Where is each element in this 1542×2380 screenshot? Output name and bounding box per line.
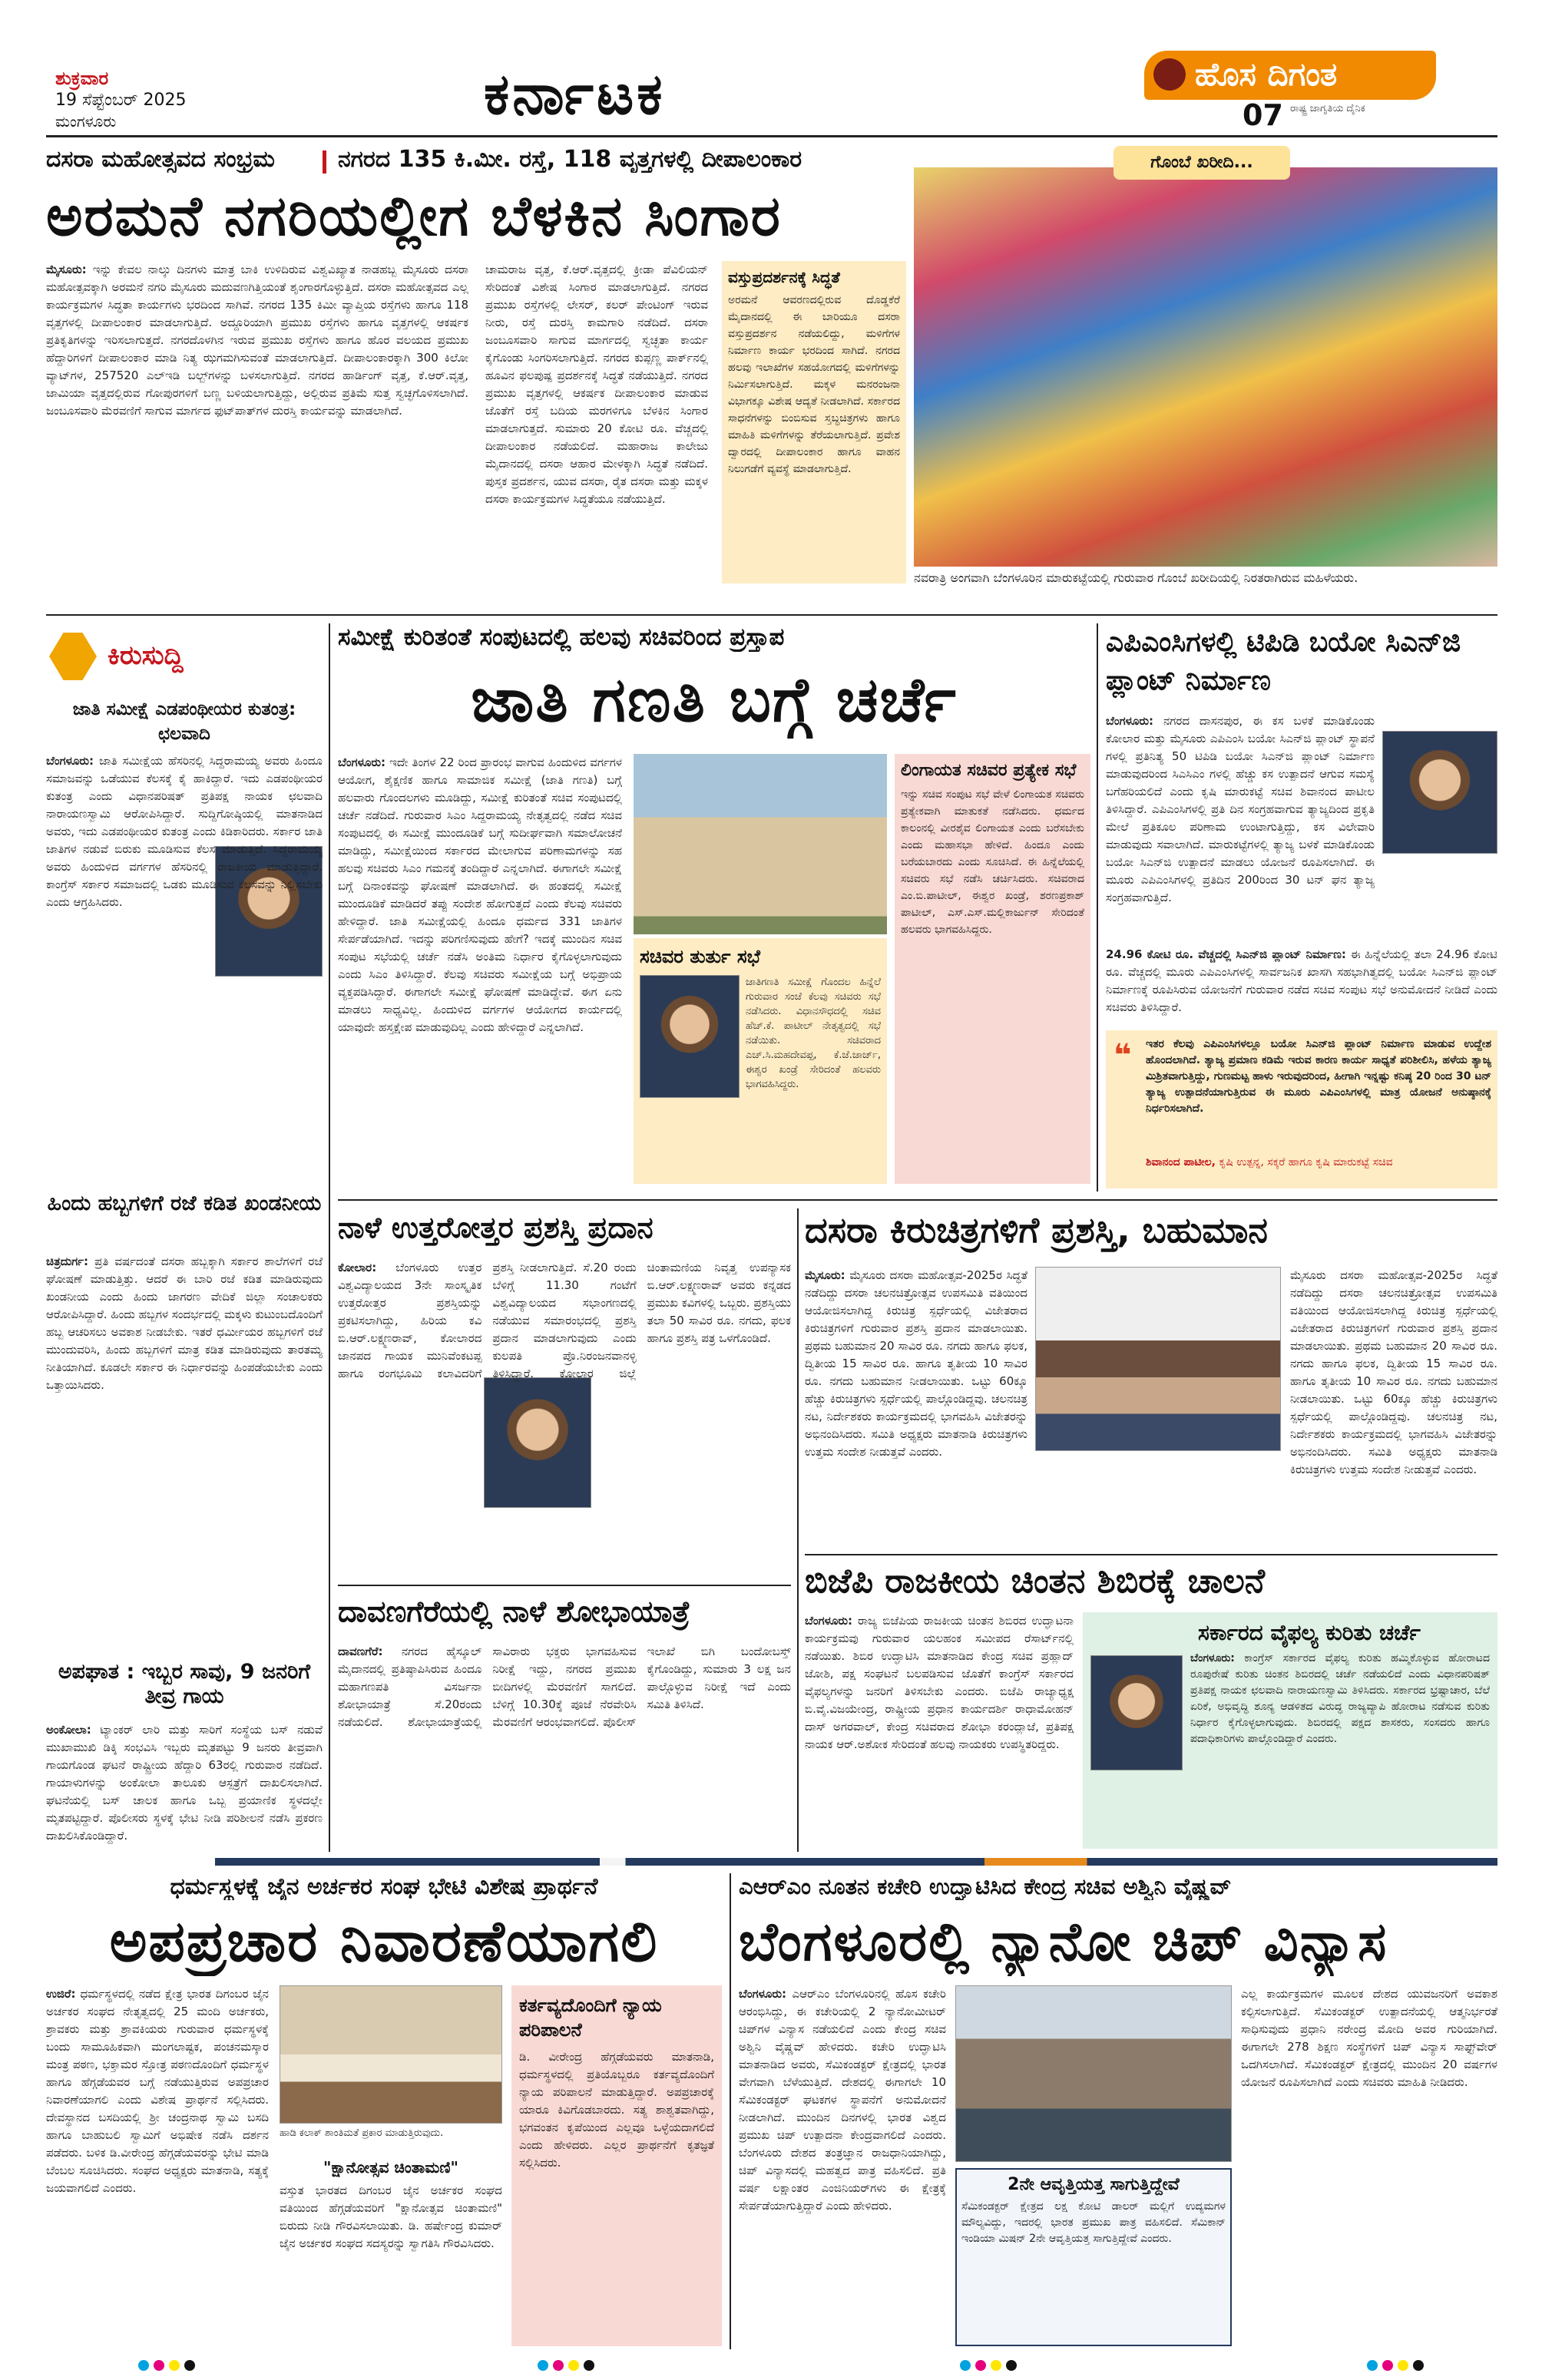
kiru-item1-body [46, 752, 323, 1182]
apmc-headline: ಎಪಿಎಂಸಿಗಳಲ್ಲಿ ಟಿಪಿಡಿ ಬಯೋ ಸಿಎನ್‌ಜಿ ಪ್ಲಾಂಟ್ ನಿರ್ಮಾಣ [1106, 626, 1461, 696]
lead-body-col1 [46, 261, 468, 583]
kirusuddi-column [46, 623, 323, 1852]
temple-body-text: ಧರ್ಮಸ್ಥಳದಲ್ಲಿ ನಡೆದ ಕ್ಷೇತ್ರ ಭಾರತ ದಿಗಂಬರ ಜೈನ ಅರ್ಚಕರ ಸಂಘದ ನೇತೃತ್ವದಲ್ಲಿ 25 ಮಂದಿ ಅರ್ಚಕರು, ಶ್ರಾವಕರು ಮತ್ತು ಶ್ರಾವಕಿಯರು ಗುರುವಾರ ಧರ್ಮಸ್ಥಳಕ್ಕೆ ಬಂದು ಸಾಮೂಹಿಕವಾಗಿ ಮಂಗಲಾಷ್ಟಕ, ಪಂಚನಮಸ್ಕಾರ ಮಂತ್ರ ಪಠಣ, ಭಕ್ತಾಮರ ಸ್ತೋತ್ರ ಪಠಣದೊಂದಿಗೆ ಧರ್ಮಸ್ಥಳ ಹಾಗೂ ಹೆಗ್ಗಡೆಯವರ ಬಗ್ಗೆ ನಡೆಯುತ್ತಿರುವ ಅಪಪ್ರಚಾರ ನಿವಾರಣೆಯಾಗಲಿ ಎಂದು ವಿಶೇಷ ಪ್ರಾರ್ಥನೆ ಸಲ್ಲಿಸಿದರು. ದೇವಸ್ಥಾನದ ಬಸದಿಯಲ್ಲಿ ಶ್ರೀ ಚಂದ್ರನಾಥ ಸ್ವಾಮಿ ಬಸದಿ ಹಾಗೂ ಬಾಹುಬಲಿ ಸ್ವಾಮಿಗೆ ಅಭಿಷೇಕ ನಡೆಸಿ ದರ್ಶನ ಪಡೆದರು. ಬಳಿಕ ಡಿ.ವೀರೇಂದ್ರ ಹೆಗ್ಗಡೆಯವರನ್ನು ಭೇಟಿ ಮಾಡಿ ಬೆಂಬಲ ಸೂಚಿಸಿದರು. ಸಂಘದ ಅಧ್ಯಕ್ಷರು ಮಾತನಾಡಿ, ಸತ್ಯಕ್ಕೆ ಜಯವಾಗಲಿದೆ ಎಂದರು. [46, 1987, 269, 2195]
davangere-body-text: ನಗರದ ಹೈಸ್ಕೂಲ್ ಮೈದಾನದಲ್ಲಿ ಪ್ರತಿಷ್ಠಾಪಿಸಿರುವ ಹಿಂದೂ ಮಹಾಗಣಪತಿ ವಿಸರ್ಜನಾ ಶೋಭಾಯಾತ್ರೆ ಸೆ.20ರಂದು ನಡೆಯಲಿದೆ. ಶೋಭಾಯಾತ್ರೆಯಲ್ಲಿ ಸಾವಿರಾರು ಭಕ್ತರು ಭಾಗವಹಿಸುವ ನಿರೀಕ್ಷೆ ಇದ್ದು, ನಗರದ ಪ್ರಮುಖ ಬೀದಿಗಳಲ್ಲಿ ಮೆರವಣಿಗೆ ಸಾಗಲಿದೆ. ಬೆಳಿಗ್ಗೆ 10.30ಕ್ಕೆ ಪೂಜೆ ನೆರವೇರಿಸಿ ಮೆರವಣಿಗೆ ಆರಂಭವಾಗಲಿದೆ. ಪೊಲೀಸ್ ಇಲಾಖೆ ಬಿಗಿ ಬಂದೋಬಸ್ತ್ ಕೈಗೊಂಡಿದ್ದು, ಸುಮಾರು 3 ಲಕ್ಷ ಜನ ಪಾಲ್ಗೊಳ್ಳುವ ನಿರೀಕ್ಷೆ ಇದೆ ಎಂದು ಸಮಿತಿ ತಿಳಿಸಿದೆ. [338, 1645, 791, 1729]
bjp-dateline: ಬೆಂಗಳೂರು: [805, 1614, 853, 1628]
davangere-dateline: ದಾವಣಗೆರೆ: [338, 1645, 383, 1658]
bjp-box-text: ಕಾಂಗ್ರೆಸ್ ಸರ್ಕಾರದ ವೈಫಲ್ಯ ಕುರಿತು ಹಮ್ಮಿಕೊಳ್ಳುವ ಹೋರಾಟದ ರೂಪುರೇಷೆ ಕುರಿತು ಚಿಂತನ ಶಿಬಿರದಲ್ಲಿ ಚರ್ಚೆ ನಡೆಯಲಿದೆ ಎಂದು ವಿಧಾನಪರಿಷತ್ ಪ್ರತಿಪಕ್ಷ ನಾಯಕ ಛಲವಾದಿ ನಾರಾಯಣಸ್ವಾಮಿ ತಿಳಿಸಿದರು. ಸರ್ಕಾರದ ಭ್ರಷ್ಟಾಚಾರ, ಬೆಲೆ ಏರಿಕೆ, ಅಭಿವೃದ್ಧಿ ಶೂನ್ಯ ಆಡಳಿತದ ವಿರುದ್ಧ ರಾಜ್ಯವ್ಯಾಪಿ ಹೋರಾಟ ನಡೆಸುವ ಕುರಿತು ನಿರ್ಧಾರ ಕೈಗೊಳ್ಳಲಾಗುವುದು. ಶಿಬಿರದಲ್ಲಿ ಪಕ್ಷದ ಶಾಸಕರು, ಸಂಸದರು ಹಾಗೂ ಪದಾಧಿಕಾರಿಗಳು ಪಾಲ್ಗೊಂಡಿದ್ದಾರೆ ಎಂದರು. [1190, 1652, 1490, 1745]
temple-sub-title: "ಕ್ಷಾನೋತ್ಸವ ಚಿಂತಾಮಣಿ" [323, 2158, 458, 2177]
registration-marks-right1 [960, 2360, 1017, 2371]
logo-emblem-icon [1153, 58, 1186, 91]
vidhana-soudha-photo [634, 754, 887, 934]
magenta-dot-icon [553, 2360, 564, 2371]
lead-body-text-1: ಇನ್ನು ಕೇವಲ ನಾಲ್ಕು ದಿನಗಳು ಮಾತ್ರ ಬಾಕಿ ಉಳಿದಿರುವ ವಿಶ್ವವಿಖ್ಯಾತ ನಾಡಹಬ್ಬ ಮೈಸೂರು ದಸರಾ ಮಹೋತ್ಸವಕ್ಕಾಗಿ ಅರಮನೆ ನಗರಿ ಮೈಸೂರು ಮದುವಣಗಿತ್ತಿಯಂತೆ ಶೃಂಗಾರಗೊಳ್ಳುತ್ತಿದೆ. ದಸರಾ ಮಹೋತ್ಸವದ ಎಲ್ಲ ಕಾರ್ಯಕ್ರಮಗಳ ಸಿದ್ಧತಾ ಕಾರ್ಯಗಳು ಭರದಿಂದ ಸಾಗಿವೆ. ನಗರದ 135 ಕಿಮೀ ವ್ಯಾಪ್ತಿಯ ರಸ್ತೆಗಳು ಹಾಗೂ 118 ವೃತ್ತಗಳಲ್ಲಿ ದೀಪಾಲಂಕಾರ ಮಾಡಲಾಗುತ್ತಿದೆ. ಅದ್ದೂರಿಯಾಗಿ ಪ್ರಮುಖ ರಸ್ತೆಗಳು ಹಾಗೂ ವೃತ್ತಗಳಲ್ಲಿ ಆಕರ್ಷಕ ಪ್ರತಿಕೃತಿಗಳನ್ನು ಇರಿಸಲಾಗುತ್ತದೆ. ನಗರದೊಳಗಿನ ಇರುವ ಪ್ರಮುಖ ರಸ್ತೆಗಳು ಹಾಗೂ ಹೊರ ವಲಯದ ಪ್ರಮುಖ ಹೆದ್ದಾರಿಗಳಿಗೆ ದೀಪಾಲಂಕಾರ ಮಾಡಿ ನಿತ್ಯ ಝಗಮಗಿಸುವಂತೆ ಮಾಡಲಾಗುತ್ತಿದೆ. ದೀಪಾಲಂಕಾರಕ್ಕಾಗಿ 300 ಕಿಲೋ ವ್ಯಾಟ್‌ಗಳ, 257520 ಎಲ್‌ಇಡಿ ಬಲ್ಬ್‌ಗಳನ್ನು ಬಳಸಲಾಗುತ್ತಿದೆ. ನಗರದ ಹಾರ್ಡಿಂಗ್ ವೃತ್ತ, ಕೆ.ಆರ್.ವೃತ್ತ, ಜಾಮಿಯಾ ವೃತ್ತದಲ್ಲಿರುವ ಗೋಪುರಗಳಿಗೆ ಬಣ್ಣ ಬಳಿಯಲಾಗುತ್ತಿದ್ದು, ಅಲ್ಲಿರುವ ಪ್ರತಿಮೆ ಸುತ್ತ ಸ್ವಚ್ಛಗೊಳಿಸಲಾಗಿದೆ. ಜಂಬೂಸವಾರಿ ಮೆರವಣಿಗೆ ಸಾಗುವ ಮಾರ್ಗದ ಫುಟ್‌ಪಾತ್‌ಗಳ ದುರಸ್ತಿ ಕಾರ್ಯವನ್ನು ಮಾಡಲಾಗಿದೆ. [46, 263, 468, 418]
davangere-story [338, 1585, 791, 1852]
col-rule-3 [797, 1208, 799, 1852]
kicker-separator [323, 150, 326, 174]
award-body [338, 1259, 791, 1574]
davangere-body [338, 1643, 791, 1850]
bjp-leader-photo [1090, 1655, 1183, 1770]
film-body-text: ಮೈಸೂರು ದಸರಾ ಮಹೋತ್ಸವ-2025ರ ಸಿದ್ಧತೆ ನಡೆದಿದ್ದು ದಸರಾ ಚಲನಚಿತ್ರೋತ್ಸವ ಉಪಸಮಿತಿ ವತಿಯಿಂದ ಆಯೋಜಿಸಲಾಗಿದ್ದ ಕಿರುಚಿತ್ರ ಸ್ಪರ್ಧೆಯಲ್ಲಿ ವಿಜೇತರಾದ ಕಿರುಚಿತ್ರಗಳಿಗೆ ಗುರುವಾರ ಪ್ರಶಸ್ತಿ ಪ್ರದಾನ ಮಾಡಲಾಯಿತು. ಪ್ರಥಮ ಬಹುಮಾನ 20 ಸಾವಿರ ರೂ. ನಗದು ಹಾಗೂ ಫಲಕ, ದ್ವಿತೀಯ 15 ಸಾವಿರ ರೂ. ಹಾಗೂ ತೃತೀಯ 10 ಸಾವಿರ ರೂ. ನಗದು ಬಹುಮಾನ ನೀಡಲಾಯಿತು. ಒಟ್ಟು 60ಕ್ಕೂ ಹೆಚ್ಚು ಕಿರುಚಿತ್ರಗಳು ಸ್ಪರ್ಧೆಯಲ್ಲಿ ಪಾಲ್ಗೊಂಡಿದ್ದವು. ಚಲನಚಿತ್ರ ನಟ, ನಿರ್ದೇಶಕರು ಕಾರ್ಯಕ್ರಮದಲ್ಲಿ ಭಾಗವಹಿಸಿ ವಿಜೇತರನ್ನು ಅಭಿನಂದಿಸಿದರು. ಸಮಿತಿ ಅಧ್ಯಕ್ಷರು ಮಾತನಾಡಿ ಕಿರುಚಿತ್ರಗಳು ಉತ್ತಮ ಸಂದೇಶ ನೀಡುತ್ತವೆ ಎಂದರು. [805, 1268, 1027, 1459]
chip-event-photo [955, 1985, 1232, 2162]
caste-body [338, 754, 622, 1184]
caste-body-text: ಇದೇ ತಿಂಗಳ 22 ರಿಂದ ಪ್ರಾರಂಭ ವಾಗುವ ಹಿಂದುಳಿದ ವರ್ಗಗಳ ಆಯೋಗ, ಶೈಕ್ಷಣಿಕ ಹಾಗೂ ಸಾಮಾಜಿಕ ಸಮೀಕ್ಷೆ (ಜಾತಿ ಗಣತಿ) ಬಗ್ಗೆ ಹಲವಾರು ಗೊಂದಲಗಳು ಮೂಡಿದ್ದು, ಸಮೀಕ್ಷೆ ಕುರಿತಂತೆ ಸಚಿವ ಸಂಪುಟದಲ್ಲಿ ಚರ್ಚೆ ನಡೆದಿದೆ. ಗುರುವಾರ ಸಿಎಂ ಸಿದ್ದರಾಮಯ್ಯ ನೇತೃತ್ವದಲ್ಲಿ ನಡೆದ ಸಚಿವ ಸಂಪುಟದಲ್ಲಿ ಈ ಸಮೀಕ್ಷೆ ಮುಂದೂಡಿಕೆ ಬಗ್ಗೆ ಸುದೀರ್ಘವಾಗಿ ಸಮಾಲೋಚನೆ ಮಾಡಿದ್ದು, ಸಮೀಕ್ಷೆಯಿಂದ ಸರ್ಕಾರದ ಮೇಲಾಗುವ ಪರಿಣಾಮಗಳನ್ನು ಸಹ ಹಲವು ಸಚಿವರು ಸಿಎಂ ಗಮನಕ್ಕೆ ತಂದಿದ್ದಾರೆ ಎನ್ನಲಾಗಿದೆ. ಈಗಾಗಲೇ ಸಮೀಕ್ಷೆ ಬಗ್ಗೆ ದಿನಾಂಕವನ್ನು ಘೋಷಣೆ ಮಾಡಲಾಗಿದೆ. ಈ ಹಂತದಲ್ಲಿ ಸಮೀಕ್ಷೆ ಮುಂದೂಡಿಕೆ ಮಾಡಿದರೆ ತಪ್ಪು ಸಂದೇಶ ಹೋಗುತ್ತದೆ ಎಂದು ಕೆಲವು ಸಚಿವರು ಹೇಳಿದ್ದಾರೆ. ಜಾತಿ ಸಮೀಕ್ಷೆಯಲ್ಲಿ ಹಿಂದೂ ಧರ್ಮದ 331 ಜಾತಿಗಳ ಸೇರ್ಪಡೆಯಾಗಿದೆ. ಇದನ್ನು ಪರಿಗಣಿಸುವುದು ಹೇಗೆ? ಇದಕ್ಕೆ ಮುಂದಿನ ಸಚಿವ ಸಂಪುಟ ಸಭೆಯಲ್ಲಿ ಚರ್ಚೆ ನಡೆಸಿ ಅಂತಿಮ ನಿರ್ಧಾರ ಕೈಗೊಳ್ಳಲಾಗುವುದು ಎಂದು ಸಿಎಂ ತಿಳಿಸಿದ್ದಾರೆ. ಕೆಲವು ಸಚಿವರು ಸಮೀಕ್ಷೆಯ ಬಗ್ಗೆ ಅಭಿಪ್ರಾಯ ವ್ಯಕ್ತಪಡಿಸಿದ್ದಾರೆ. ಈಗಾಗಲೇ ಸಮೀಕ್ಷೆ ಘೋಷಣೆ ಮಾಡಿದ್ದೇವೆ. ಈಗ ಏನು ಮಾಡಲು ಸಾಧ್ಯವಿಲ್ಲ. ಹಿಂದುಳಿದ ವರ್ಗಗಳ ಆಯೋಗದ ಕಾರ್ಯದಲ್ಲಿ ಯಾವುದೇ ಹಸ್ತಕ್ಷೇಪ ಮಾಡುವುದಿಲ್ಲ ಎಂದು ಹೇಳಿದ್ದಾರೆ ಎನ್ನಲಾಗಿದೆ. [338, 755, 622, 1034]
masthead-city: ಮಂಗಳೂರು [55, 112, 117, 131]
bjp-body [805, 1612, 1074, 1850]
kiru-item2-text: ಪ್ರತಿ ವರ್ಷದಂತೆ ದಸರಾ ಹಬ್ಬಕ್ಕಾಗಿ ಸರ್ಕಾರ ಶಾಲೆಗಳಿಗೆ ರಜೆ ಘೋಷಣೆ ಮಾಡುತ್ತಿತ್ತು. ಆದರೆ ಈ ಬಾರಿ ರಜೆ ಕಡಿತ ಮಾಡಿರುವುದು ಖಂಡನೀಯ ಎಂದು ಹಿಂದು ಜಾಗರಣ ವೇದಿಕೆ ಜಿಲ್ಲಾ ಸಂಚಾಲಕರು ಆರೋಪಿಸಿದ್ದಾರೆ. ಹಿಂದು ಹಬ್ಬಗಳ ಸಂದರ್ಭದಲ್ಲಿ ಮಕ್ಕಳು ಕುಟುಂಬದೊಂದಿಗೆ ಹಬ್ಬ ಆಚರಿಸಲು ಅವಕಾಶ ನೀಡಬೇಕು. ಇತರೆ ಧರ್ಮೀಯರ ಹಬ್ಬಗಳಿಗೆ ರಜೆ ಮುಂದುವರಿಸಿ, ಹಿಂದು ಹಬ್ಬಗಳಿಗೆ ಮಾತ್ರ ಕಡಿತ ಮಾಡಿರುವುದು ತಾರತಮ್ಯ ನೀತಿಯಾಗಿದೆ. ಕೂಡಲೇ ಸರ್ಕಾರ ಈ ನಿರ್ಧಾರವನ್ನು ಹಿಂಪಡೆಯಬೇಕು ಎಂದು ಒತ್ತಾಯಿಸಿದರು. [46, 1254, 323, 1392]
masthead-day: ಶುಕ್ರವಾರ [55, 68, 109, 89]
page-number: 07 [1243, 98, 1283, 132]
apmc-quote-attribution [1146, 1155, 1491, 1170]
kiru-item3-text: ಟ್ಯಾಂಕರ್ ಲಾರಿ ಮತ್ತು ಸಾರಿಗೆ ಸಂಸ್ಥೆಯ ಬಸ್ ನಡುವೆ ಮುಖಾಮುಖಿ ಡಿಕ್ಕಿ ಸಂಭವಿಸಿ ಇಬ್ಬರು ಮೃತಪಟ್ಟು 9 ಜನರು ತೀವ್ರವಾಗಿ ಗಾಯಗೊಂಡ ಘಟನೆ ರಾಷ್ಟ್ರೀಯ ಹೆದ್ದಾರಿ 63ರಲ್ಲಿ ಗುರುವಾರ ನಡೆದಿದೆ. ಗಾಯಾಳುಗಳನ್ನು ಅಂಕೋಲಾ ತಾಲೂಕು ಆಸ್ಪತ್ರೆಗೆ ದಾಖಲಿಸಲಾಗಿದೆ. ಘಟನೆಯಲ್ಲಿ ಬಸ್ ಚಾಲಕ ಹಾಗೂ ಒಬ್ಬ ಪ್ರಯಾಣಿಕ ಸ್ಥಳದಲ್ಲೇ ಮೃತಪಟ್ಟಿದ್ದಾರೆ. ಪೊಲೀಸರು ಸ್ಥಳಕ್ಕೆ ಭೇಟಿ ನೀಡಿ ಪರಿಶೀಲನೆ ನಡೆಸಿ ಪ್ರಕರಣ ದಾಖಲಿಸಿಕೊಂಡಿದ್ದಾರೆ. [46, 1723, 323, 1843]
film-headline: ದಸರಾ ಕಿರುಚಿತ್ರಗಳಿಗೆ ಪ್ರಶಸ್ತಿ, ಬಹುಮಾನ [805, 1209, 1268, 1251]
lead-dateline: ಮೈಸೂರು: [46, 263, 87, 276]
expo-body: ಅರಮನೆ ಆವರಣದಲ್ಲಿರುವ ದೊಡ್ಡಕೆರೆ ಮೈದಾನದಲ್ಲಿ ಈ ಬಾರಿಯೂ ದಸರಾ ವಸ್ತುಪ್ರದರ್ಶನ ನಡೆಯಲಿದ್ದು, ಮಳಿಗೆಗಳ ನಿರ್ಮಾಣ ಕಾರ್ಯ ಭರದಿಂದ ಸಾಗಿದೆ. ನಗರದ ಹಲವು ಇಲಾಖೆಗಳ ಸಹಯೋಗದಲ್ಲಿ ಮಳಿಗೆಗಳನ್ನು ನಿರ್ಮಿಸಲಾಗುತ್ತಿದೆ. ಮಕ್ಕಳ ಮನರಂಜನಾ ವಿಭಾಗಕ್ಕೂ ವಿಶೇಷ ಆದ್ಯತೆ ನೀಡಲಾಗಿದೆ. ಸರ್ಕಾರದ ಸಾಧನೆಗಳನ್ನು ಬಿಂಬಿಸುವ ಸ್ತಬ್ಧಚಿತ್ರಗಳು ಹಾಗೂ ಮಾಹಿತಿ ಮಳಿಗೆಗಳನ್ನು ತೆರೆಯಲಾಗುತ್ತಿದೆ. ಪ್ರವೇಶ ದ್ವಾರದಲ್ಲಿ ದೀಪಾಲಂಕಾರ ಹಾಗೂ ವಾಹನ ನಿಲುಗಡೆಗೆ ವ್ಯವಸ್ಥೆ ಮಾಡಲಾಗುತ್ತಿದೆ. [728, 294, 900, 475]
yellow-dot-icon [169, 2360, 180, 2371]
cyan-dot-icon [960, 2360, 971, 2371]
temple-body [46, 1985, 269, 2346]
lead-kicker-a: ದಸರಾ ಮಹೋತ್ಸವದ ಸಂಭ್ರಮ [46, 146, 275, 173]
black-dot-icon [184, 2360, 195, 2371]
caste-story [338, 623, 1090, 1192]
lingayat-title: ಲಿಂಗಾಯತ ಸಚಿವರ ಪ್ರತ್ಯೇಕ ಸಭೆ [901, 761, 1077, 780]
apmc-quote-text: ಇತರ ಕೆಲವು ಎಪಿಎಂಸಿಗಳಲ್ಲೂ ಬಯೋ ಸಿಎನ್‌ಜಿ ಪ್ಲಾಂಟ್ ನಿರ್ಮಾಣ ಮಾಡುವ ಉದ್ದೇಶ ಹೊಂದಲಾಗಿದೆ. ತ್ಯಾಜ್ಯ ಪ್ರಮಾಣ ಕಡಿಮೆ ಇರುವ ಕಾರಣ ಕಾರ್ಯ ಸಾಧ್ಯತೆ ಪರಿಶೀಲಿಸಿ, ಹಳೆಯ ತ್ಯಾಜ್ಯ ಮಿಶ್ರಿತವಾಗುತ್ತಿದ್ದು, ಗುಣಮಟ್ಟ ಹಾಳು ಇರುವುದರಿಂದ, ಹೀಗಾಗಿ ಇನ್ನಷ್ಟು ಕನಿಷ್ಠ 20 ರಿಂದ 30 ಟನ್ ತ್ಯಾಜ್ಯ ಉತ್ಪಾದನೆಯಾಗುತ್ತಿರುವ ಈ ಮೂರು ಎಪಿಎಂಸಿಗಳಲ್ಲಿ ಮಾತ್ರ ಯೋಜನೆ ಅನುಷ್ಠಾನಕ್ಕೆ ನಿರ್ಧರಿಸಲಾಗಿದೆ. [1146, 1038, 1491, 1115]
cyan-dot-icon [138, 2360, 149, 2371]
kiru-item3-body [46, 1721, 323, 1852]
lead-body-text-2: ಚಾಮರಾಜ ವೃತ್ತ, ಕೆ.ಆರ್.ವೃತ್ತದಲ್ಲಿ ಕ್ರೀಡಾ ಪೆವಿಲಿಯನ್ ಸೇರಿದಂತೆ ವಿಶೇಷ ಸಿಂಗಾರ ಮಾಡಲಾಗುತ್ತಿದೆ. ನಗರದ ಪ್ರಮುಖ ರಸ್ತೆಗಳಲ್ಲಿ ಲೇಸರ್, ಕಲರ್ ಪೇಂಟಿಂಗ್ ಇರುವ ನೀರು, ರಸ್ತೆ ದುರಸ್ತಿ ಕಾಮಗಾರಿ ನಡೆದಿದೆ. ದಸರಾ ಜಂಬೂಸವಾರಿ ಸಾಗುವ ಮಾರ್ಗದಲ್ಲಿ ಸ್ವಚ್ಛತಾ ಕಾರ್ಯ ಕೈಗೊಂಡು ಸಿಂಗರಿಸಲಾಗುತ್ತಿದೆ. ನಗರದ ಕುಪ್ಪಣ್ಣ ಪಾರ್ಕ್‌ನಲ್ಲಿ ಹೂವಿನ ಫಲಪುಷ್ಪ ಪ್ರದರ್ಶನಕ್ಕೆ ಸಿದ್ಧತೆ ನಡೆಯುತ್ತಿದೆ. ನಗರದ ಪ್ರಮುಖ ವೃತ್ತಗಳಲ್ಲಿ ಆಕರ್ಷಕ ದೀಪಾಲಂಕಾರ ಮಾಡುವ ಜೊತೆಗೆ ರಸ್ತೆ ಬದಿಯ ಮರಗಳಿಗೂ ಬೆಳಕಿನ ಸಿಂಗಾರ ಮಾಡಲಾಗುತ್ತದೆ. ಸುಮಾರು 20 ಕೋಟಿ ರೂ. ವೆಚ್ಚದಲ್ಲಿ ದೀಪಾಲಂಕಾರ ನಡೆಯಲಿದೆ. ಮಹಾರಾಜ ಕಾಲೇಜು ಮೈದಾನದಲ್ಲಿ ದಸರಾ ಆಹಾರ ಮೇಳಕ್ಕಾಗಿ ಸಿದ್ಧತೆ ನಡೆದಿದೆ. ಪುಸ್ತಕ ಪ್ರದರ್ಶನ, ಯುವ ದಸರಾ, ರೈತ ದಸರಾ ಮತ್ತು ಮಕ್ಕಳ ದಸರಾ ಕಾರ್ಯಕ್ರಮಗಳ ಸಿದ್ಧತೆಯೂ ನಡೆಯುತ್ತಿದೆ. [485, 263, 708, 506]
chip-body [739, 1985, 946, 2346]
apmc-story [1106, 623, 1497, 1192]
kirusuddi-hand-icon [49, 633, 97, 680]
kiru-item3-head: ಅಪಘಾತ : ಇಬ್ಬರ ಸಾವು, 9 ಜನರಿಗೆ ತೀವ್ರ ಗಾಯ [58, 1660, 311, 1708]
cyan-dot-icon [1367, 2360, 1378, 2371]
lead-headline: ಅರಮನೆ ನಗರಿಯಲ್ಲೀಗ ಬೆಳಕಿನ ಸಿಂಗಾರ [46, 183, 782, 248]
bjp-body-text: ರಾಜ್ಯ ಬಿಜೆಪಿಯ ರಾಜಕೀಯ ಚಿಂತನ ಶಿಬಿರದ ಉದ್ಘಾಟನಾ ಕಾರ್ಯಕ್ರಮವು ಗುರುವಾರ ಯಲಹಂಕ ಸಮೀಪದ ರೆಸಾರ್ಟ್‌ನಲ್ಲಿ ನಡೆಯಿತು. ಶಿಬಿರ ಉದ್ಘಾಟಿಸಿ ಮಾತನಾಡಿದ ಕೇಂದ್ರ ಸಚಿವ ಪ್ರಹ್ಲಾದ್ ಜೋಶಿ, ಪಕ್ಷ ಸಂಘಟನೆ ಬಲಪಡಿಸುವ ಜೊತೆಗೆ ಕಾಂಗ್ರೆಸ್ ಸರ್ಕಾರದ ವೈಫಲ್ಯಗಳನ್ನು ಜನರಿಗೆ ತಿಳಿಸಬೇಕು ಎಂದರು. ಬಿಜೆಪಿ ರಾಜ್ಯಾಧ್ಯಕ್ಷ ಬಿ.ವೈ.ವಿಜಯೇಂದ್ರ, ರಾಷ್ಟ್ರೀಯ ಪ್ರಧಾನ ಕಾರ್ಯದರ್ಶಿ ರಾಧಾಮೋಹನ್ ದಾಸ್ ಅಗರವಾಲ್, ಕೇಂದ್ರ ಸಚಿವರಾದ ಶೋಭಾ ಕರಂದ್ಲಾಜೆ, ಪ್ರತಿಪಕ್ಷ ನಾಯಕ ಆರ್.ಅಶೋಕ ಸೇರಿದಂತೆ ಹಲವು ನಾಯಕರು ಉಪಸ್ಥಿತರಿದ್ದರು. [805, 1614, 1074, 1751]
kirusuddi-label: ಕಿರುಸುದ್ದಿ [108, 640, 184, 671]
film-award-photo [1035, 1267, 1281, 1451]
film-body [805, 1267, 1027, 1543]
registration-marks-left [138, 2360, 195, 2371]
temple-sub-body: ವಸ್ತುತ ಭಾರತದ ದಿಗಂಬರ ಜೈನ ಅರ್ಚಕರ ಸಂಘದ ವತಿಯಿಂದ ಹೆಗ್ಗಡೆಯವರಿಗೆ "ಕ್ಷಾನೋತ್ಸವ ಚಿಂತಾಮಣಿ" ಬಿರುದು ನೀಡಿ ಗೌರವಿಸಲಾಯಿತು. ಡಿ. ಹರ್ಷೇಂದ್ರ ಕುಮಾರ್ ಜೈನ ಅರ್ಚಕರ ಸಂಘದ ಸದಸ್ಯರನ್ನು ಸ್ವಾಗತಿಸಿ ಗೌರವಿಸಿದರು. [280, 2183, 502, 2250]
col-rule-2 [1097, 623, 1098, 1192]
chip-box [955, 2168, 1232, 2346]
black-dot-icon [584, 2360, 594, 2371]
masthead [0, 0, 1542, 134]
caste-headline: ಜಾತಿ ಗಣತಿ ಬಗ್ಗೆ ಚರ್ಚೆ [471, 664, 958, 735]
apmc-quote-box [1106, 1030, 1497, 1188]
paper-logo [1144, 51, 1436, 100]
lingayat-box [895, 754, 1090, 1184]
kiru-item3-dateline: ಅಂಕೋಲಾ: [46, 1723, 91, 1737]
meeting-box-body: ಜಾತಿಗಣತಿ ಸಮೀಕ್ಷೆ ಗೊಂದಲ ಹಿನ್ನೆಲೆ ಗುರುವಾರ ಸಂಜೆ ಕೆಲವು ಸಚಿವರು ಸಭೆ ನಡೆಸಿದರು. ವಿಧಾನಸೌಧದಲ್ಲಿ ಸಚಿವ ಹೆಚ್.ಕೆ. ಪಾಟೀಲ್ ನೇತೃತ್ವದಲ್ಲಿ ಸಭೆ ನಡೆಯಿತು. ಸಚಿವರಾದ ಎಚ್.ಸಿ.ಮಹದೇವಪ್ಪ, ಕೆ.ಜೆ.ಜಾರ್ಜ್, ಈಶ್ವರ ಖಂಡ್ರೆ ಸೇರಿದಂತೆ ಹಲವರು ಭಾಗವಹಿಸಿದ್ದರು. [746, 977, 881, 1090]
paper-tagline: ರಾಷ್ಟ್ರ ಜಾಗೃತಿಯ ದೈನಿಕ [1290, 103, 1365, 114]
film-body-cont-text: ಮೈಸೂರು ದಸರಾ ಮಹೋತ್ಸವ-2025ರ ಸಿದ್ಧತೆ ನಡೆದಿದ್ದು ದಸರಾ ಚಲನಚಿತ್ರೋತ್ಸವ ಉಪಸಮಿತಿ ವತಿಯಿಂದ ಆಯೋಜಿಸಲಾಗಿದ್ದ ಕಿರುಚಿತ್ರ ಸ್ಪರ್ಧೆಯಲ್ಲಿ ವಿಜೇತರಾದ ಕಿರುಚಿತ್ರಗಳಿಗೆ ಗುರುವಾರ ಪ್ರಶಸ್ತಿ ಪ್ರದಾನ ಮಾಡಲಾಯಿತು. ಪ್ರಥಮ ಬಹುಮಾನ 20 ಸಾವಿರ ರೂ. ನಗದು ಹಾಗೂ ಫಲಕ, ದ್ವಿತೀಯ 15 ಸಾವಿರ ರೂ. ಹಾಗೂ ತೃತೀಯ 10 ಸಾವಿರ ರೂ. ನಗದು ಬಹುಮಾನ ನೀಡಲಾಯಿತು. ಒಟ್ಟು 60ಕ್ಕೂ ಹೆಚ್ಚು ಕಿರುಚಿತ್ರಗಳು ಸ್ಪರ್ಧೆಯಲ್ಲಿ ಪಾಲ್ಗೊಂಡಿದ್ದವು. ಚಲನಚಿತ್ರ ನಟ, ನಿರ್ದೇಶಕರು ಕಾರ್ಯಕ್ರಮದಲ್ಲಿ ಭಾಗವಹಿಸಿ ವಿಜೇತರನ್ನು ಅಭಿನಂದಿಸಿದರು. ಸಮಿತಿ ಅಧ್ಯಕ್ಷರು ಮಾತನಾಡಿ ಕಿರುಚಿತ್ರಗಳು ಉತ್ತಮ ಸಂದೇಶ ನೀಡುತ್ತವೆ ಎಂದರು. [1290, 1268, 1497, 1476]
lead-story [46, 146, 906, 591]
bjp-headline: ಬಿಜೆಪಿ ರಾಜಕೀಯ ಚಿಂತನ ಶಿಬಿರಕ್ಕೆ ಚಾಲನೆ [805, 1562, 1265, 1601]
kiru-item2-body [46, 1253, 323, 1652]
minister-meeting-box [634, 938, 887, 1184]
apmc-cost-text: ಈ ಹಿನ್ನೆಲೆಯಲ್ಲಿ ತಲಾ 24.96 ಕೋಟಿ ರೂ. ವೆಚ್ಚದಲ್ಲಿ ಮೂರು ಎಪಿಎಂಸಿಗಳಲ್ಲಿ ಸಾರ್ವಜನಿಕ ಖಾಸಗಿ ಸಹಭಾಗಿತ್ವದಲ್ಲಿ ಬಯೋ ಸಿಎನ್‌ಜಿ ಪ್ಲಾಂಟ್ ನಿರ್ಮಾಣಕ್ಕೆ ರೂಪಿಸಿರುವ ಯೋಜನೆಗೆ ಗುರುವಾರ ನಡೆದ ಸಚಿವ ಸಂಪುಟ ಸಭೆ ಅನುಮೋದನೆ ನೀಡಿದೆ ಎಂದು ಸಚಿವರು ತಿಳಿಸಿದ್ದಾರೆ. [1106, 947, 1497, 1014]
apmc-cost-block [1106, 946, 1497, 1023]
cyan-dot-icon [538, 2360, 548, 2371]
temple-dateline: ಉಜಿರೆ: [46, 1987, 76, 2001]
temple-box-title: ಕರ್ತವ್ಯದೊಂದಿಗೆ ನ್ಯಾಯ ಪರಿಪಾಲನೆ [519, 1995, 662, 2041]
bjp-story [805, 1554, 1497, 1852]
apmc-body-text: ನಗರದ ದಾಸನಪುರ, ಈ ಕಸ ಬಳಕೆ ಮಾಡಿಕೊಂಡು ಕೋಲಾರ ಮತ್ತು ಮೈಸೂರು ಎಪಿಎಂಸಿ ಬಯೋ ಸಿಎನ್‌ಜಿ ಪ್ಲಾಂಟ್ ಸ್ಥಾಪನೆ ಗಳಲ್ಲಿ ಪ್ರತಿನಿತ್ಯ 50 ಟಿಪಿಡಿ ಬಯೋ ಸಿಎನ್‌ಜಿ ಪ್ಲಾಂಟ್ ನಿರ್ಮಾಣ ಮಾಡುವುದರಿಂದ ಸಿಎಸಿಎಂ ಗಳಲ್ಲಿ ಹೆಚ್ಚು ಕಸ ಉತ್ಪಾದನೆ ಆಗುವ ಸಮಸ್ಯೆ ಬಗೆಹರಿಯಲಿದೆ ಎಂದು ಕೃಷಿ ಮಾರುಕಟ್ಟೆ ಸಚಿವ ಶಿವಾನಂದ ಪಾಟೀಲ ತಿಳಿಸಿದ್ದಾರೆ. ಎಪಿಎಂಸಿಗಳಲ್ಲಿ ಪ್ರತಿ ದಿನ ಸಂಗ್ರಹವಾಗುವ ತ್ಯಾಜ್ಯದಿಂದ ಪ್ರಕೃತಿ ಮೇಲೆ ಪ್ರತಿಕೂಲ ಪರಿಣಾಮ ಉಂಟಾಗುತ್ತಿದ್ದು, ಕಸ ವಿಲೇವಾರಿ ಮಾಡುವುದು ಸವಾಲಾಗಿದೆ. ಮಾರುಕಟ್ಟೆಗಳಲ್ಲಿ ತ್ಯಾಜ್ಯ ಬಳಕೆ ಮಾಡಿಕೊಂಡು ಬಯೋ ಸಿಎನ್‌ಜಿ ಉತ್ಪಾದನೆ ಮಾಡಲು ಯೋಜನೆ ರೂಪಿಸಲಾಗಿದೆ. ಈ ಮೂರು ಎಪಿಎಂಸಿಗಳಲ್ಲಿ ಪ್ರತಿದಿನ 200ರಿಂದ 30 ಟನ್ ಘನ ತ್ಯಾಜ್ಯ ಸಂಗ್ರಹವಾಗುತ್ತಿದೆ. [1106, 714, 1375, 904]
lingayat-body: ಇನ್ನು ಸಚಿವ ಸಂಪುಟ ಸಭೆ ವೇಳೆ ಲಿಂಗಾಯತ ಸಚಿವರು ಪ್ರತ್ಯೇಕವಾಗಿ ಮಾತುಕತೆ ನಡೆಸಿದರು. ಧರ್ಮದ ಕಾಲಂನಲ್ಲಿ ವೀರಶೈವ ಲಿಂಗಾಯತ ಎಂದು ಬರೆಸಬೇಕು ಎಂದು ಮಹಾಸಭಾ ಹೇಳಿದೆ. ಹಿಂದೂ ಎಂದು ಬರೆಯಬಾರದು ಎಂದು ಸೂಚಿಸಿದೆ. ಈ ಹಿನ್ನೆಲೆಯಲ್ಲಿ ಸಚಿವರು ಸಭೆ ನಡೆಸಿ ಚರ್ಚಿಸಿದರು. ಸಚಿವರಾದ ಎಂ.ಬಿ.ಪಾಟೀಲ್, ಈಶ್ವರ ಖಂಡ್ರೆ, ಶರಣಪ್ರಕಾಶ್ ಪಾಟೀಲ್, ಎಸ್.ಎಸ್.ಮಲ್ಲಿಕಾರ್ಜುನ್ ಸೇರಿದಂತೆ ಹಲವರು ಭಾಗವಹಿಸಿದ್ದರು. [901, 788, 1084, 936]
section-divider-stripe [215, 1858, 1497, 1866]
temple-headline: ಅಪಪ್ರಚಾರ ನಿವಾರಣೆಯಾಗಲಿ [109, 1909, 659, 1975]
apmc-cost-label: 24.96 ಕೋಟಿ ರೂ. ವೆಚ್ಚದಲ್ಲಿ ಸಿಎನ್‌ಜಿ ಪ್ಲಾಂಟ್ ನಿರ್ಮಾಣ: [1106, 947, 1346, 961]
chip-body-2: ಎಲ್ಲ ಕಾರ್ಯಕ್ರಮಗಳ ಮೂಲಕ ದೇಶದ ಯುವಜನರಿಗೆ ಅವಕಾಶ ಕಲ್ಪಿಸಲಾಗುತ್ತಿದೆ. ಸೆಮಿಕಂಡಕ್ಟರ್ ಉತ್ಪಾದನೆಯಲ್ಲಿ ಆತ್ಮನಿರ್ಭರತೆ ಸಾಧಿಸುವುದು ಪ್ರಧಾನಿ ನರೇಂದ್ರ ಮೋದಿ ಅವರ ಗುರಿಯಾಗಿದೆ. ಈಗಾಗಲೇ 278 ಶಿಕ್ಷಣ ಸಂಸ್ಥೆಗಳಿಗೆ ಚಿಪ್ ವಿನ್ಯಾಸ ಸಾಫ್ಟ್‌ವೇರ್ ಒದಗಿಸಲಾಗಿದೆ. ಸೆಮಿಕಂಡಕ್ಟರ್ ಕ್ಷೇತ್ರದಲ್ಲಿ ಮುಂದಿನ 20 ವರ್ಷಗಳ ಯೋಜನೆ ರೂಪಿಸಲಾಗಿದೆ ಎಂದು ಸಚಿವರು ಮಾಹಿತಿ ನೀಡಿದರು. [1241, 1987, 1497, 2089]
doll-photo [914, 167, 1497, 567]
apmc-minister-photo [1382, 731, 1497, 854]
temple-box-body: ಡಿ. ವೀರೇಂದ್ರ ಹೆಗ್ಗಡೆಯವರು ಮಾತನಾಡಿ, ಧರ್ಮಸ್ಥಳದಲ್ಲಿ ಪ್ರತಿಯೊಬ್ಬರೂ ಕರ್ತವ್ಯದೊಂದಿಗೆ ನ್ಯಾಯ ಪರಿಪಾಲನೆ ಮಾಡುತ್ತಿದ್ದಾರೆ. ಅಪಪ್ರಚಾರಕ್ಕೆ ಯಾರೂ ಕಿವಿಗೊಡಬಾರದು. ಸತ್ಯ ಶಾಶ್ವತವಾಗಿದ್ದು, ಭಗವಂತನ ಕೃಪೆಯಿಂದ ಎಲ್ಲವೂ ಒಳ್ಳೆಯದಾಗಲಿದೆ ಎಂದು ಹೇಳಿದರು. ಎಲ್ಲರ ಪ್ರಾರ್ಥನೆಗೆ ಕೃತಜ್ಞತೆ ಸಲ್ಲಿಸಿದರು. [519, 2050, 714, 2170]
black-dot-icon [1413, 2360, 1424, 2371]
apmc-quote-author: ಶಿವಾನಂದ ಪಾಟೀಲ, [1146, 1156, 1216, 1169]
kiru-item2-head: ಹಿಂದು ಹಬ್ಬಗಳಿಗೆ ರಜೆ ಕಡಿತ ಖಂಡನೀಯ [47, 1192, 322, 1215]
award-story [338, 1208, 791, 1577]
chip-headline: ಬೆಂಗಳೂರಲ್ಲಿ ನ್ಯಾನೋ ಚಿಪ್ ವಿನ್ಯಾಸ [739, 1910, 1388, 1973]
doll-photo-caption: ನವರಾತ್ರಿ ಅಂಗವಾಗಿ ಬೆಂಗಳೂರಿನ ಮಾರುಕಟ್ಟೆಯಲ್ಲಿ ಗುರುವಾರ ಗೊಂಬೆ ಖರೀದಿಯಲ್ಲಿ ನಿರತರಾಗಿರುವ ಮಹಿಳೆಯರು. [914, 570, 1358, 585]
kiru-item1-text: ಜಾತಿ ಸಮೀಕ್ಷೆಯ ಹೆಸರಿನಲ್ಲಿ ಸಿದ್ದರಾಮಯ್ಯ ಅವರು ಹಿಂದೂ ಸಮಾಜವನ್ನು ಒಡೆಯುವ ಕೆಲಸಕ್ಕೆ ಕೈ ಹಾಕಿದ್ದಾರೆ. ಇದು ಎಡಪಂಥೀಯರ ಕುತಂತ್ರ ಎಂದು ವಿಧಾನಪರಿಷತ್ ಪ್ರತಿಪಕ್ಷ ನಾಯಕ ಛಲವಾದಿ ನಾರಾಯಣಸ್ವಾಮಿ ಆರೋಪಿಸಿದ್ದಾರೆ. ಸುದ್ದಿಗೋಷ್ಠಿಯಲ್ಲಿ ಮಾತನಾಡಿದ ಅವರು, ಇದು ಎಡಪಂಥೀಯರ ಕುತಂತ್ರ ಎಂದು ಕಿಡಿಕಾರಿದರು. ಸರ್ಕಾರ ಜಾತಿ ಜಾತಿಗಳ ನಡುವೆ ಬಿರುಕು ಮೂಡಿಸುವ ಕೆಲಸ ಮಾಡುತ್ತಿದೆ. ಸಿದ್ದರಾಮಯ್ಯ ಅವರು ಹಿಂದುಳಿದ ವರ್ಗಗಳ ಹೆಸರಿನಲ್ಲಿ ರಾಜಕೀಯ ಮಾಡುತ್ತಿದ್ದಾರೆ. ಕಾಂಗ್ರೆಸ್ ಸರ್ಕಾರ ಸಮಾಜದಲ್ಲಿ ಒಡಕು ಮೂಡಿಸುವ ಕೆಲಸವನ್ನು ನಿಲ್ಲಿಸಬೇಕು ಎಂದು ಆಗ್ರಹಿಸಿದರು. [46, 754, 323, 909]
davangere-top-rule [338, 1585, 791, 1586]
bjp-box-title: ಸರ್ಕಾರದ ವೈಫಲ್ಯ ಕುರಿತು ಚರ್ಚೆ [1198, 1620, 1421, 1645]
caste-kicker: ಸಮೀಕ್ಷೆ ಕುರಿತಂತೆ ಸಂಪುಟದಲ್ಲಿ ಹಲವು ಸಚಿವರಿಂದ ಪ್ರಸ್ತಾಪ [338, 623, 785, 651]
chip-kicker: ಎಆರ್‌ಎಂ ನೂತನ ಕಚೇರಿ ಉದ್ಘಾಟಿಸಿದ ಕೇಂದ್ರ ಸಚಿವ ಅಶ್ವಿನಿ ವೈಷ್ಣವ್ [739, 1873, 1232, 1899]
bjp-box-body [1190, 1651, 1490, 1843]
magenta-dot-icon [154, 2360, 164, 2371]
apmc-dateline: ಬೆಂಗಳೂರು: [1106, 714, 1154, 728]
film-dateline: ಮೈಸೂರು: [805, 1268, 845, 1282]
expo-box [722, 261, 906, 583]
kiru-item1-dateline: ಬೆಂಗಳೂರು: [46, 754, 94, 768]
chip-story [739, 1873, 1497, 2349]
row-rule-2 [338, 1199, 1497, 1201]
davangere-headline: ದಾವಣಗೆರೆಯಲ್ಲಿ ನಾಳೆ ಶೋಭಾಯಾತ್ರೆ [338, 1595, 690, 1628]
temple-kicker: ಧರ್ಮಸ್ಥಳಕ್ಕೆ ಜೈನ ಅರ್ಚಕರ ಸಂಘ ಭೇಟಿ ವಿಶೇಷ ಪ್ರಾರ್ಥನೆ [170, 1873, 598, 1900]
chip-body-text: ಎಆರ್‌ಎಂ ಬೆಂಗಳೂರಿನಲ್ಲಿ ಹೊಸ ಕಚೇರಿ ಆರಂಭಿಸಿದ್ದು, ಈ ಕಚೇರಿಯಲ್ಲಿ 2 ನ್ಯಾನೋಮೀಟರ್ ಚಿಪ್‌ಗಳ ವಿನ್ಯಾಸ ನಡೆಯಲಿದೆ ಎಂದು ಕೇಂದ್ರ ಸಚಿವ ಅಶ್ವಿನಿ ವೈಷ್ಣವ್ ಹೇಳಿದರು. ಕಚೇರಿ ಉದ್ಘಾಟಿಸಿ ಮಾತನಾಡಿದ ಅವರು, ಸೆಮಿಕಂಡಕ್ಟರ್ ಕ್ಷೇತ್ರದಲ್ಲಿ ಭಾರತ ವೇಗವಾಗಿ ಬೆಳೆಯುತ್ತಿದೆ. ದೇಶದಲ್ಲಿ ಈಗಾಗಲೇ 10 ಸೆಮಿಕಂಡಕ್ಟರ್ ಘಟಕಗಳ ಸ್ಥಾಪನೆಗೆ ಅನುಮೋದನೆ ನೀಡಲಾಗಿದೆ. ಮುಂದಿನ ದಿನಗಳಲ್ಲಿ ಭಾರತ ವಿಶ್ವದ ಪ್ರಮುಖ ಚಿಪ್ ಉತ್ಪಾದನಾ ಕೇಂದ್ರವಾಗಲಿದೆ ಎಂದರು. ಬೆಂಗಳೂರು ದೇಶದ ತಂತ್ರಜ್ಞಾನ ರಾಜಧಾನಿಯಾಗಿದ್ದು, ಚಿಪ್ ವಿನ್ಯಾಸದಲ್ಲಿ ಮಹತ್ವದ ಪಾತ್ರ ವಹಿಸಲಿದೆ. ಪ್ರತಿ ವರ್ಷ ಲಕ್ಷಾಂತರ ಎಂಜಿನಿಯರ್‌ಗಳು ಈ ಕ್ಷೇತ್ರಕ್ಕೆ ಸೇರ್ಪಡೆಯಾಗುತ್ತಿದ್ದಾರೆ ಎಂದು ಹೇಳಿದರು. [739, 1987, 946, 2213]
registration-marks-right2 [1367, 2360, 1424, 2371]
row-rule-1 [46, 614, 1497, 616]
award-dateline: ಕೋಲಾರ: [338, 1261, 377, 1274]
temple-photo [280, 1985, 502, 2124]
caste-dateline: ಬೆಂಗಳೂರು: [338, 755, 386, 769]
bjp-box-dateline: ಬೆಂಗಳೂರು: [1190, 1652, 1235, 1664]
magenta-dot-icon [975, 2360, 986, 2371]
award-body-text: ಬೆಂಗಳೂರು ಉತ್ತರ ವಿಶ್ವವಿದ್ಯಾಲಯದ 3ನೇ ಸಾಂಸ್ಕೃತಿಕ ಉತ್ತರೋತ್ತರ ಪ್ರಶಸ್ತಿಯನ್ನು ಪ್ರಕಟಿಸಲಾಗಿದ್ದು, ಹಿರಿಯ ಕವಿ ಬಿ.ಆರ್.ಲಕ್ಷ್ಮಣರಾವ್, ಕೋಲಾರದ ಜಾನಪದ ಗಾಯಕ ಮುನಿವೆಂಕಟಪ್ಪ ಹಾಗೂ ರಂಗಭೂಮಿ ಕಲಾವಿದರಿಗೆ ಪ್ರಶಸ್ತಿ ನೀಡಲಾಗುತ್ತಿದೆ. ಸೆ.20 ರಂದು ಬೆಳಿಗ್ಗೆ 11.30 ಗಂಟೆಗೆ ವಿಶ್ವವಿದ್ಯಾಲಯದ ಸಭಾಂಗಣದಲ್ಲಿ ನಡೆಯುವ ಸಮಾರಂಭದಲ್ಲಿ ಪ್ರಶಸ್ತಿ ಪ್ರದಾನ ಮಾಡಲಾಗುವುದು ಎಂದು ಕುಲಪತಿ ಪ್ರೊ.ನಿರಂಜನವಾನಳ್ಳಿ ತಿಳಿಸಿದ್ದಾರೆ. ಕೋಲಾರ ಜಿಲ್ಲೆ ಚಿಂತಾಮಣಿಯ ನಿವೃತ್ತ ಉಪನ್ಯಾಸಕ ಬಿ.ಆರ್.ಲಕ್ಷ್ಮಣರಾವ್ ಅವರು ಕನ್ನಡದ ಪ್ರಮುಖ ಕವಿಗಳಲ್ಲಿ ಒಬ್ಬರು. ಪ್ರಶಸ್ತಿಯು ತಲಾ 50 ಸಾವಿರ ರೂ. ನಗದು, ಫಲಕ ಹಾಗೂ ಪ್ರಶಸ್ತಿ ಪತ್ರ ಒಳಗೊಂಡಿದೆ. [338, 1261, 791, 1380]
chip-box-body: ಸೆಮಿಕಂಡಕ್ಟರ್ ಕ್ಷೇತ್ರದ ಲಕ್ಷ ಕೋಟಿ ಡಾಲರ್ ಮಲ್ಲಿಗೆ ಉದ್ಯಮಗಳ ಮೌಲ್ಯವಿದ್ದು, ಇದರಲ್ಲಿ ಭಾರತ ಪ್ರಮುಖ ಪಾತ್ರ ವಹಿಸಲಿದೆ. ಸೆಮಿಕಾನ್ ಇಂಡಿಯಾ ಮಿಷನ್ 2ನೇ ಆವೃತ್ತಿಯತ್ತ ಸಾಗುತ್ತಿದ್ದೇವೆ ಎಂದರು. [961, 2200, 1226, 2245]
doll-photo-block [914, 146, 1497, 607]
temple-box [511, 1985, 722, 2346]
registration-marks-center [538, 2360, 594, 2371]
quote-icon: ❝ [1113, 1038, 1132, 1073]
temple-story [46, 1873, 722, 2349]
kirusuddi-badge [46, 630, 246, 683]
yellow-dot-icon [991, 2360, 1001, 2371]
award-headline: ನಾಳೆ ಉತ್ತರೋತ್ತರ ಪ್ರಶಸ್ತಿ ಪ್ರದಾನ [338, 1211, 654, 1245]
chip-box-title: 2ನೇ ಆವೃತ್ತಿಯತ್ತ ಸಾಗುತ್ತಿದ್ದೇವೆ [1008, 2175, 1180, 2194]
lead-kicker-b: ನಗರದ 135 ಕಿ.ಮೀ. ರಸ್ತೆ, 118 ವೃತ್ತಗಳಲ್ಲಿ ದೀಪಾಲಂಕಾರ [338, 146, 802, 173]
bjp-box [1083, 1612, 1497, 1849]
magenta-dot-icon [1382, 2360, 1393, 2371]
col-rule-4 [730, 1873, 731, 2349]
minister-photo [640, 975, 740, 1098]
bjp-top-rule [805, 1554, 1497, 1555]
film-story [805, 1208, 1497, 1546]
masthead-rule [46, 135, 1497, 137]
paper-name: ಹೊಸ ದಿಗಂತ [1195, 55, 1338, 93]
yellow-dot-icon [568, 2360, 579, 2371]
expo-headline: ವಸ್ತುಪ್ರದರ್ಶನಕ್ಕೆ ಸಿದ್ಧತೆ [728, 268, 840, 286]
lead-body-col2 [485, 261, 708, 583]
kiru-item2-dateline: ಚಿತ್ರದುರ್ಗ: [46, 1254, 89, 1268]
yellow-dot-icon [1398, 2360, 1408, 2371]
black-dot-icon [1006, 2360, 1017, 2371]
col-rule-1 [329, 623, 330, 1852]
apmc-body [1106, 712, 1375, 943]
kiru-item1-head: ಜಾತಿ ಸಮೀಕ್ಷೆ ಎಡಪಂಥೀಯರ ಕುತಂತ್ರ: ಛಲವಾದಿ [72, 699, 296, 744]
temple-photo-caption: ಹಾಡಿ ಕಲಾಕ್ ಶಾಂತಿಮತೆ ಪ್ರಕಾರ ಮಾಡುತ್ತಿರುವುದು. [280, 2127, 444, 2139]
apmc-quote-role: ಕೃಷಿ ಉತ್ಪನ್ನ, ಸಕ್ಕರೆ ಹಾಗೂ ಕೃಷಿ ಮಾರುಕಟ್ಟೆ ಸಚಿವ [1219, 1156, 1393, 1169]
meeting-box-title: ಸಚಿವರ ತುರ್ತು ಸಭೆ [640, 946, 760, 967]
section-title: ಕರ್ನಾಟಕ [484, 61, 666, 127]
masthead-date: 19 ಸೆಪ್ಟೆಂಬರ್ 2025 [55, 91, 187, 110]
chip-dateline: ಬೆಂಗಳೂರು: [739, 1987, 787, 2001]
photo-tag: ಗೊಂಬೆ ಖರೀದಿ... [1113, 146, 1290, 180]
film-body-cont [1290, 1267, 1497, 1543]
